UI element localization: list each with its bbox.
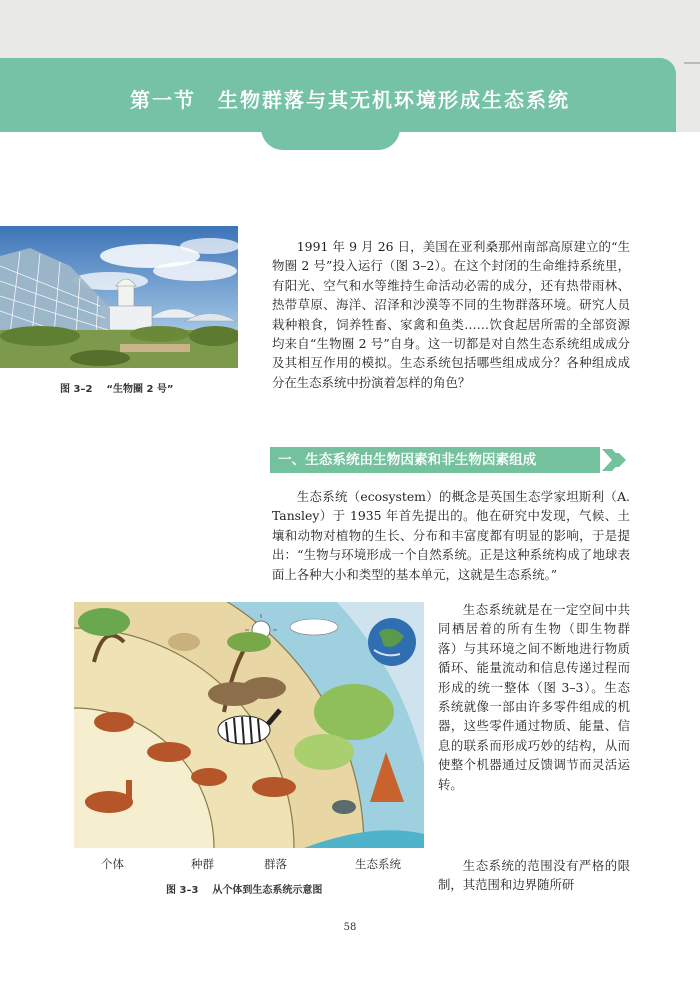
ecosystem-levels-illustration — [74, 602, 424, 848]
figure-3-2-caption — [60, 380, 173, 395]
intro-paragraph: 1991 年 9 月 26 日，美国在亚利桑那州南部高原建立的“生物圈 2 号”投入运行（图 3–2）。在这个封闭的生命维持系统里，有阳光、空气和水等维持生命活动必需的成分，还有热带雨林、热带草原、海洋、沼泽和沙漠等不同的生物群落环境。研究人员栽种粮食，饲养牲畜、家禽和鱼类……饮食起居所需的全部资源均来自“生物圈 2 号”自身。这一切都是对自然生态系统组成成分及其相互作用的模拟。生态系统包括哪些组成成分？各种组成成分在生态系统中扮演着怎样的角色？ — [272, 239, 630, 390]
double-chevron-right-icon — [600, 447, 630, 473]
cloud-icon — [290, 619, 338, 635]
section-title: 生物群落与其无机环境形成生态系统 — [218, 88, 570, 112]
figure-3-2-number: 图 3–2 — [60, 384, 93, 395]
ecosystem-definition-paragraph: 生态系统就是在一定空间中共同栖居着的所有生物（即生物群落）与其环境之间不断地进行物质循环、能量流动和信息传递过程而形成的统一整体（图 3–3）。生态系统就像一部由许多零件组成的机器，这些零件通过物质、能量、信息的联系而形成巧妙的结构，从而使整个机器通过反馈调节而灵活运转。 — [438, 602, 630, 792]
header-edge-line — [684, 62, 700, 64]
level-label-individual: 个体 — [101, 857, 124, 871]
level-label-population: 种群 — [191, 857, 214, 871]
figure-3-2-title: “生物圈 2 号” — [106, 384, 174, 395]
figure-3-3-number: 图 3–3 — [166, 885, 199, 896]
biosphere-2-photo — [0, 226, 238, 368]
figure-3-3-caption — [166, 881, 322, 896]
section-number: 第一节 — [130, 88, 196, 112]
level-label-community: 群落 — [264, 857, 287, 871]
ecosystem-scope-paragraph: 生态系统的范围没有严格的限制，其范围和边界随所研 — [438, 858, 630, 893]
biosphere-2-illustration — [0, 226, 238, 368]
ecosystem-levels-drawing — [74, 602, 424, 848]
turtle — [332, 800, 356, 814]
definition-paragraph: 生态系统（ecosystem）的概念是英国生态学家坦斯利（A. Tansley）于 1935 年首先提出的。他在研究中发现，气候、土壤和动物对植物的生长、分布和丰富度都有明显的影响，于是提出：“生物与环境形成一个自然系统。正是这种系统构成了地球表面上各种大小和类型的基本单元，这就是生态系统。” — [272, 489, 630, 582]
page-number: 58 — [343, 922, 357, 933]
figure-3-3-title: 从个体到生态系统示意图 — [212, 885, 323, 896]
level-label-ecosystem: 生态系统 — [355, 857, 401, 871]
header-banner-tab — [261, 120, 400, 150]
subsection-heading: 一、生态系统由生物因素和非生物因素组成 — [278, 452, 537, 468]
section-heading — [0, 86, 700, 114]
